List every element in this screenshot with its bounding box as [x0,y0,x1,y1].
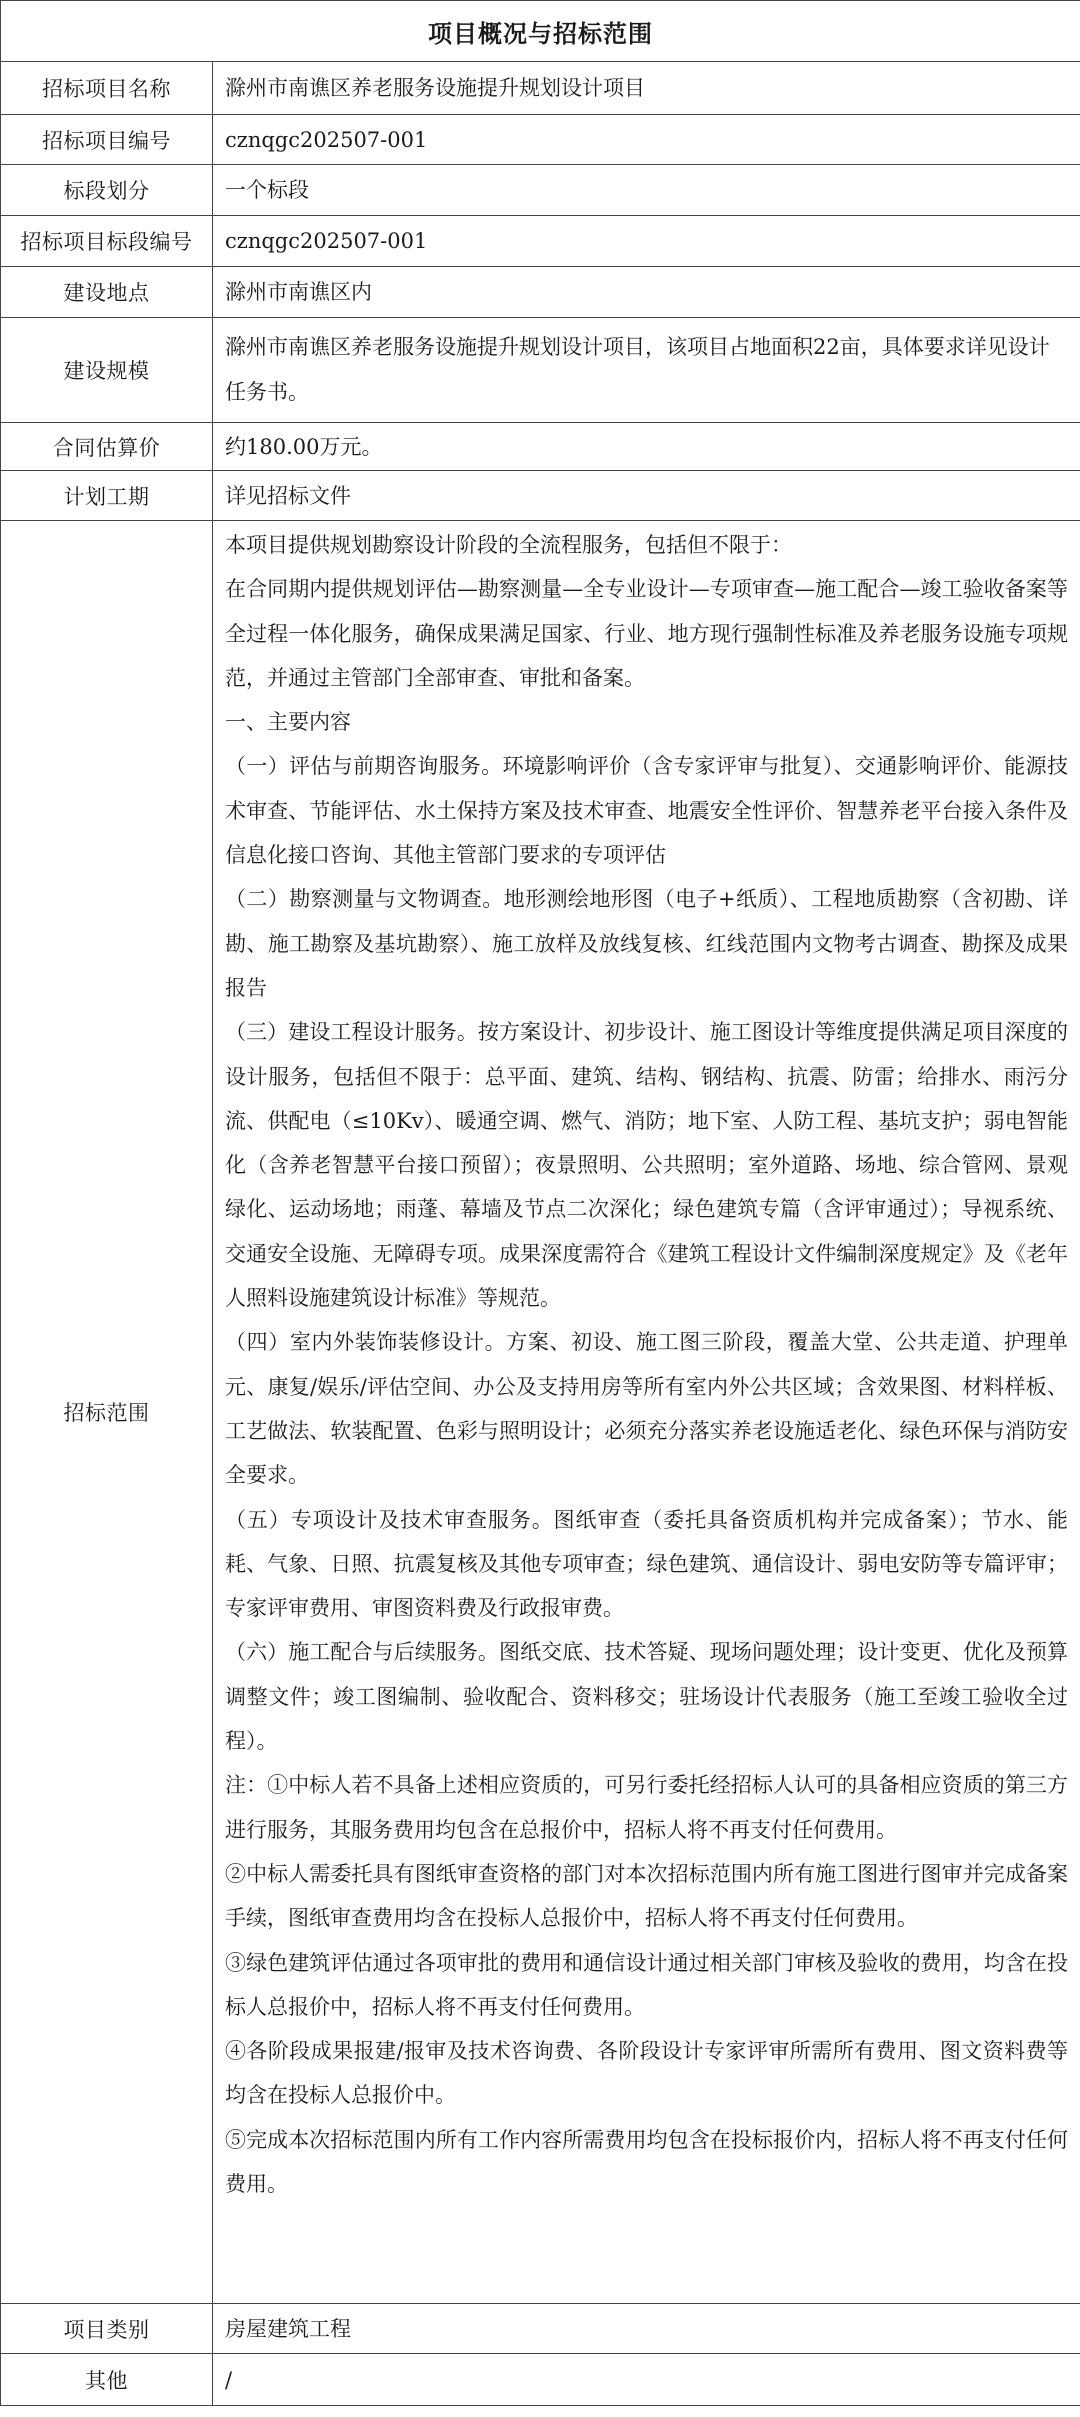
scope-note: ②中标人需委托具有图纸审查资格的部门对本次招标范围内所有施工图进行图审并完成备案手续，图纸审查费用均含在投标人总报价中，招标人将不再支付任何费用。 [225,1861,1068,1931]
scope-paragraph: （一）评估与前期咨询服务。环境影响评价（含专家评审与批复）、交通影响评价、能源技术审查、节能评估、水土保持方案及技术审查、地震安全性评价、智慧养老平台接入条件及信息化接口咨询、其他主管部门要求的专项评估 [225,754,1068,868]
table-row [1,2304,1080,2354]
table-row [1,165,1080,216]
scope-note: ③绿色建筑评估通过各项审批的费用和通信设计通过相关部门审核及验收的费用，均含在投标人总报价中，招标人将不再支付任何费用。 [225,1950,1068,2019]
scope-paragraph: 一、主要内容 [225,710,351,735]
row-label-project-category: 项目类别 [1,2304,213,2354]
row-value-project-name: 滁州市南谯区养老服务设施提升规划设计项目 [213,62,1080,115]
scope-note: ⑤完成本次招标范围内所有工作内容所需费用均包含在投标报价内，招标人将不再支付任何费用。 [225,2127,1068,2196]
scope-paragraph: （二）勘察测量与文物调查。地形测绘地形图（电子+纸质）、工程地质勘察（含初勘、详勘、施工勘察及基坑勘察）、施工放样及放线复核、红线范围内文物考古调查、勘探及成果报告 [225,887,1068,1000]
row-value-project-number: cznqgc202507-001 [213,115,1080,165]
scope-label: 招标范围 [1,521,213,2304]
row-value-scale: 滁州市南谯区养老服务设施提升规划设计项目，该项目占地面积22亩，具体要求详见设计任务书。 [213,318,1080,423]
scope-note: 注：①中标人若不具备上述相应资质的，可另行委托经招标人认可的具备相应资质的第三方进行服务，其服务费用均包含在总报价中，招标人将不再支付任何费用。 [225,1773,1068,1842]
table-row [1,216,1080,267]
row-value-section-division: 一个标段 [213,165,1080,216]
scope-paragraph: （六）施工配合与后续服务。图纸交底、技术答疑、现场问题处理；设计变更、优化及预算调整文件；竣工图编制、验收配合、资料移交；驻场设计代表服务（施工至竣工验收全过程）。 [225,1640,1068,1754]
table-row [1,62,1080,115]
row-label-project-name: 招标项目名称 [1,62,213,115]
scope-paragraph: （四）室内外装饰装修设计。方案、初设、施工图三阶段，覆盖大堂、公共走道、护理单元、康复/娱乐/评估空间、办公及支持用房等所有室内外公共区域；含效果图、材料样板、工艺做法、软装配置、色彩与照明设计；必须充分落实养老设施适老化、绿色环保与消防安全要求。 [225,1330,1068,1488]
row-label-scale: 建设规模 [1,318,213,423]
scope-paragraph: （五）专项设计及技术审查服务。图纸审查（委托具备资质机构并完成备案）；节水、能耗、气象、日照、抗震复核及其他专项审查；绿色建筑、通信设计、弱电安防等专篇评审；专家评审费用、审图资料费及行政报审费。 [225,1507,1068,1621]
table-row [1,471,1080,521]
table-row [1,267,1080,318]
row-value-other: / [213,2354,1080,2406]
row-label-other: 其他 [1,2354,213,2406]
scope-content [213,521,1080,2304]
row-label-location: 建设地点 [1,267,213,318]
table-row [1,2354,1080,2406]
scope-paragraph: 在合同期内提供规划评估—勘察测量—全专业设计—专项审查—施工配合—竣工验收备案等全过程一体化服务，确保成果满足国家、行业、地方现行强制性标准及养老服务设施专项规范，并通过主管部门全部审查、审批和备案。 [225,577,1068,690]
scope-note: ④各阶段成果报建/报审及技术咨询费、各阶段设计专家评审所需所有费用、图文资料费等均含在投标人总报价中。 [225,2039,1068,2108]
row-value-project-category: 房屋建筑工程 [213,2304,1080,2354]
table-row [1,115,1080,165]
row-label-section-division: 标段划分 [1,165,213,216]
row-label-project-number: 招标项目编号 [1,115,213,165]
row-label-estimated-price: 合同估算价 [1,423,213,471]
scope-paragraph: 本项目提供规划勘察设计阶段的全流程服务，包括但不限于： [225,533,792,557]
row-label-schedule: 计划工期 [1,471,213,521]
row-value-schedule: 详见招标文件 [213,471,1080,521]
table-row [1,318,1080,423]
scope-paragraph: （三）建设工程设计服务。按方案设计、初步设计、施工图设计等维度提供满足项目深度的设计服务，包括但不限于：总平面、建筑、结构、钢结构、抗震、防雷；给排水、雨污分流、供配电（≤10Kv）、暖通空调、燃气、消防；地下室、人防工程、基坑支护；弱电智能化（含养老智慧平台接口预留）；夜景照明、公共照明；室外道路、场地、综合管网、景观绿化、运动场地；雨蓬、幕墙及节点二次深化；绿色建筑专篇（含评审通过）；导视系统、交通安全设施、无障碍专项。成果深度需符合《建筑工程设计文件编制深度规定》及《老年人照料设施建筑设计标准》等规范。 [225,1020,1068,1311]
row-label-section-number: 招标项目标段编号 [1,216,213,267]
row-value-section-number: cznqgc202507-001 [213,216,1080,267]
table-row [1,423,1080,471]
table-title-row [1,1,1080,62]
row-value-estimated-price: 约180.00万元。 [213,423,1080,471]
table-title: 项目概况与招标范围 [1,1,1080,62]
scope-row [1,521,1080,2304]
row-value-location: 滁州市南谯区内 [213,267,1080,318]
